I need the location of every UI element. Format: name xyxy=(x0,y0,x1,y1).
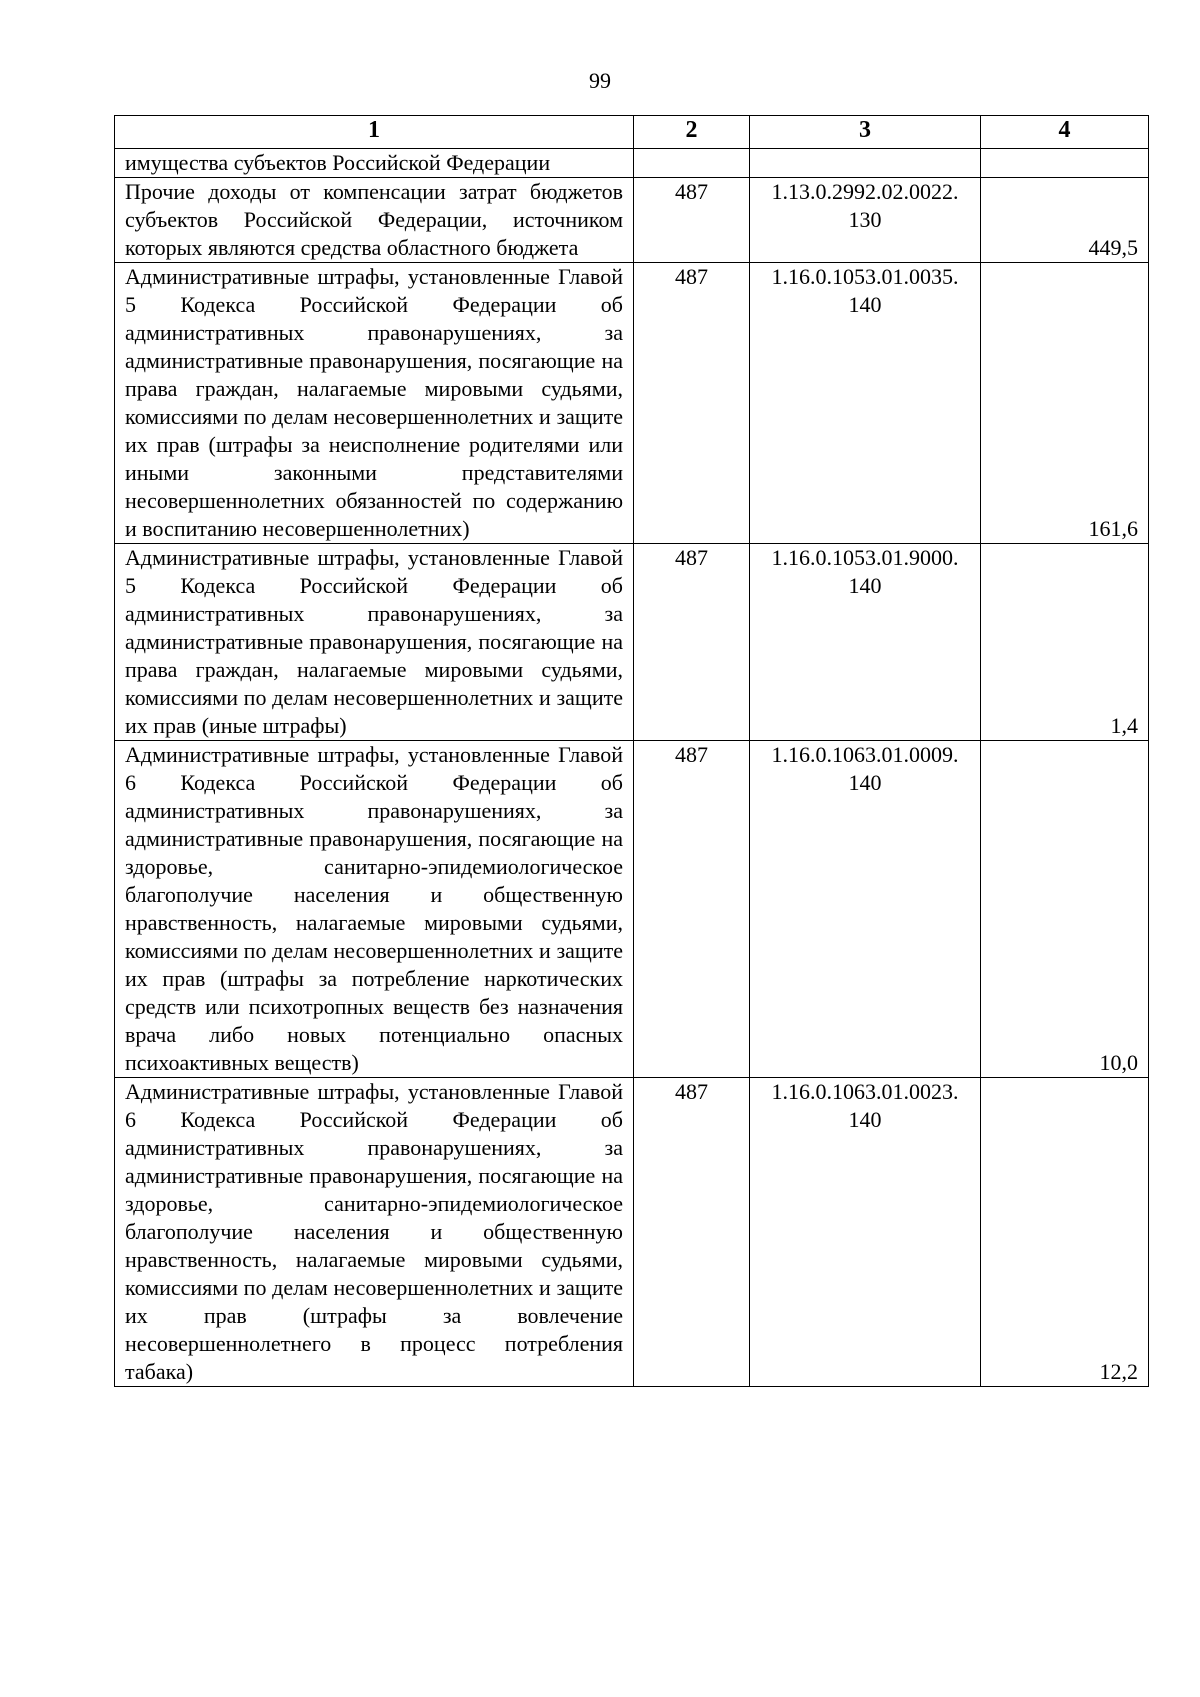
table-header-row xyxy=(115,116,1149,149)
admin-code: 487 xyxy=(634,741,750,1078)
column-header-3: 3 xyxy=(750,116,981,149)
table-row xyxy=(115,263,1149,544)
amount: 449,5 xyxy=(981,178,1149,263)
admin-code: 487 xyxy=(634,1078,750,1387)
table-row xyxy=(115,741,1149,1078)
amount: 161,6 xyxy=(981,263,1149,544)
table-row xyxy=(115,149,1149,178)
revenue-description: Административные штрафы, установленные Главой 6 Кодекса Российской Федерации об административных правонарушениях, за административные правонарушения, посягающие на здоровье, санитарно-эпидемиологическое благополучие населения и общественную нравственность, налагаемые мировыми судьями, комиссиями по делам несовершеннолетних и защите их прав (штрафы за потребление наркотических средств или психотропных веществ без назначения врача либо новых потенциально опасных психоактивных веществ) xyxy=(115,741,634,1078)
column-header-1: 1 xyxy=(115,116,634,149)
admin-code: 487 xyxy=(634,178,750,263)
revenue-description: Административные штрафы, установленные Главой 6 Кодекса Российской Федерации об административных правонарушениях, за административные правонарушения, посягающие на здоровье, санитарно-эпидемиологическое благополучие населения и общественную нравственность, налагаемые мировыми судьями, комиссиями по делам несовершеннолетних и защите их прав (штрафы за вовлечение несовершеннолетнего в процесс потребления табака) xyxy=(115,1078,634,1387)
budget-classification-code: 1.16.0.1053.01.9000. 140 xyxy=(750,544,981,741)
budget-classification-code: 1.16.0.1053.01.0035. 140 xyxy=(750,263,981,544)
budget-classification-code xyxy=(750,149,981,178)
table-row xyxy=(115,178,1149,263)
budget-revenue-table xyxy=(114,115,1149,1387)
amount: 1,4 xyxy=(981,544,1149,741)
column-header-4: 4 xyxy=(981,116,1149,149)
page-number: 99 xyxy=(589,68,611,93)
budget-classification-code: 1.16.0.1063.01.0023. 140 xyxy=(750,1078,981,1387)
revenue-description: Административные штрафы, установленные Главой 5 Кодекса Российской Федерации об административных правонарушениях, за административные правонарушения, посягающие на права граждан, налагаемые мировыми судьями, комиссиями по делам несовершеннолетних и защите их прав (иные штрафы) xyxy=(115,544,634,741)
admin-code: 487 xyxy=(634,544,750,741)
admin-code: 487 xyxy=(634,263,750,544)
revenue-description: Административные штрафы, установленные Главой 5 Кодекса Российской Федерации об административных правонарушениях, за административные правонарушения, посягающие на права граждан, налагаемые мировыми судьями, комиссиями по делам несовершеннолетних и защите их прав (штрафы за неисполнение родителями или иными законными представителями несовершеннолетних обязанностей по содержанию и воспитанию несовершеннолетних) xyxy=(115,263,634,544)
amount: 10,0 xyxy=(981,741,1149,1078)
revenue-description: имущества субъектов Российской Федерации xyxy=(115,149,634,178)
amount xyxy=(981,149,1149,178)
admin-code xyxy=(634,149,750,178)
table-row xyxy=(115,544,1149,741)
revenue-description: Прочие доходы от компенсации затрат бюджетов субъектов Российской Федерации, источником которых являются средства областного бюджета xyxy=(115,178,634,263)
amount: 12,2 xyxy=(981,1078,1149,1387)
column-header-2: 2 xyxy=(634,116,750,149)
budget-classification-code: 1.13.0.2992.02.0022. 130 xyxy=(750,178,981,263)
table-row xyxy=(115,1078,1149,1387)
budget-classification-code: 1.16.0.1063.01.0009. 140 xyxy=(750,741,981,1078)
